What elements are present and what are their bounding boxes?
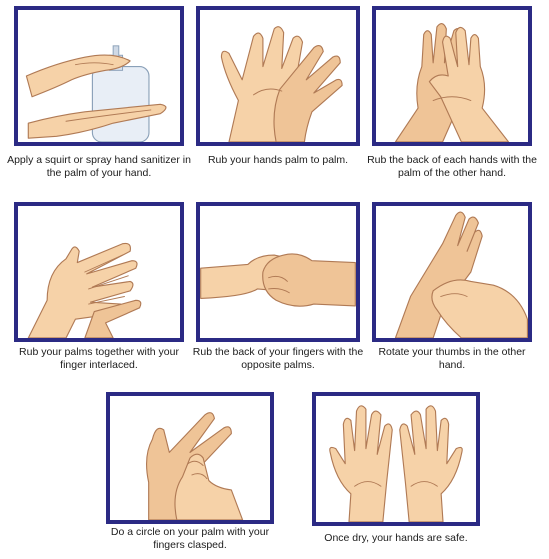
back-of-hands-icon (376, 10, 528, 142)
step-1-caption: Apply a squirt or spray hand sanitizer in the palm of your hand. (7, 154, 191, 179)
step-3-caption: Rub the back of each hands with the palm of the other hand. (367, 154, 537, 179)
thumb-rotation-icon (376, 206, 528, 338)
step-7-caption: Do a circle on your palm with your fingers clasped. (110, 526, 270, 551)
step-3-frame (372, 6, 532, 146)
step-7-frame (106, 392, 274, 524)
step-4-card (14, 202, 184, 371)
step-8-card (312, 392, 480, 544)
step-8-frame (312, 392, 480, 526)
interlaced-fingers-icon (18, 206, 180, 338)
step-2-caption: Rub your hands palm to palm. (207, 154, 349, 166)
step-4-frame (14, 202, 184, 342)
step-5-caption: Rub the back of your fingers with the opposite palms. (192, 346, 364, 371)
step-6-card (372, 202, 532, 371)
step-5-frame (196, 202, 360, 342)
step-3-card (367, 6, 537, 179)
step-6-caption: Rotate your thumbs in the other hand. (378, 346, 526, 371)
step-2-card (196, 6, 360, 166)
step-2-frame (196, 6, 360, 146)
open-dry-hands-icon (316, 396, 476, 522)
step-5-card (192, 202, 364, 371)
step-6-frame (372, 202, 532, 342)
fingertips-on-palm-icon (110, 396, 270, 520)
palm-to-palm-icon (200, 10, 356, 142)
step-7-card (106, 392, 274, 551)
step-1-frame (14, 6, 184, 146)
step-1-card (7, 6, 191, 179)
back-of-fingers-icon (200, 206, 356, 338)
step-4-caption: Rub your palms together with your finger interlaced. (19, 346, 179, 371)
step-8-caption: Once dry, your hands are safe. (324, 532, 468, 544)
sanitizer-bottle-hands-icon (18, 10, 180, 142)
